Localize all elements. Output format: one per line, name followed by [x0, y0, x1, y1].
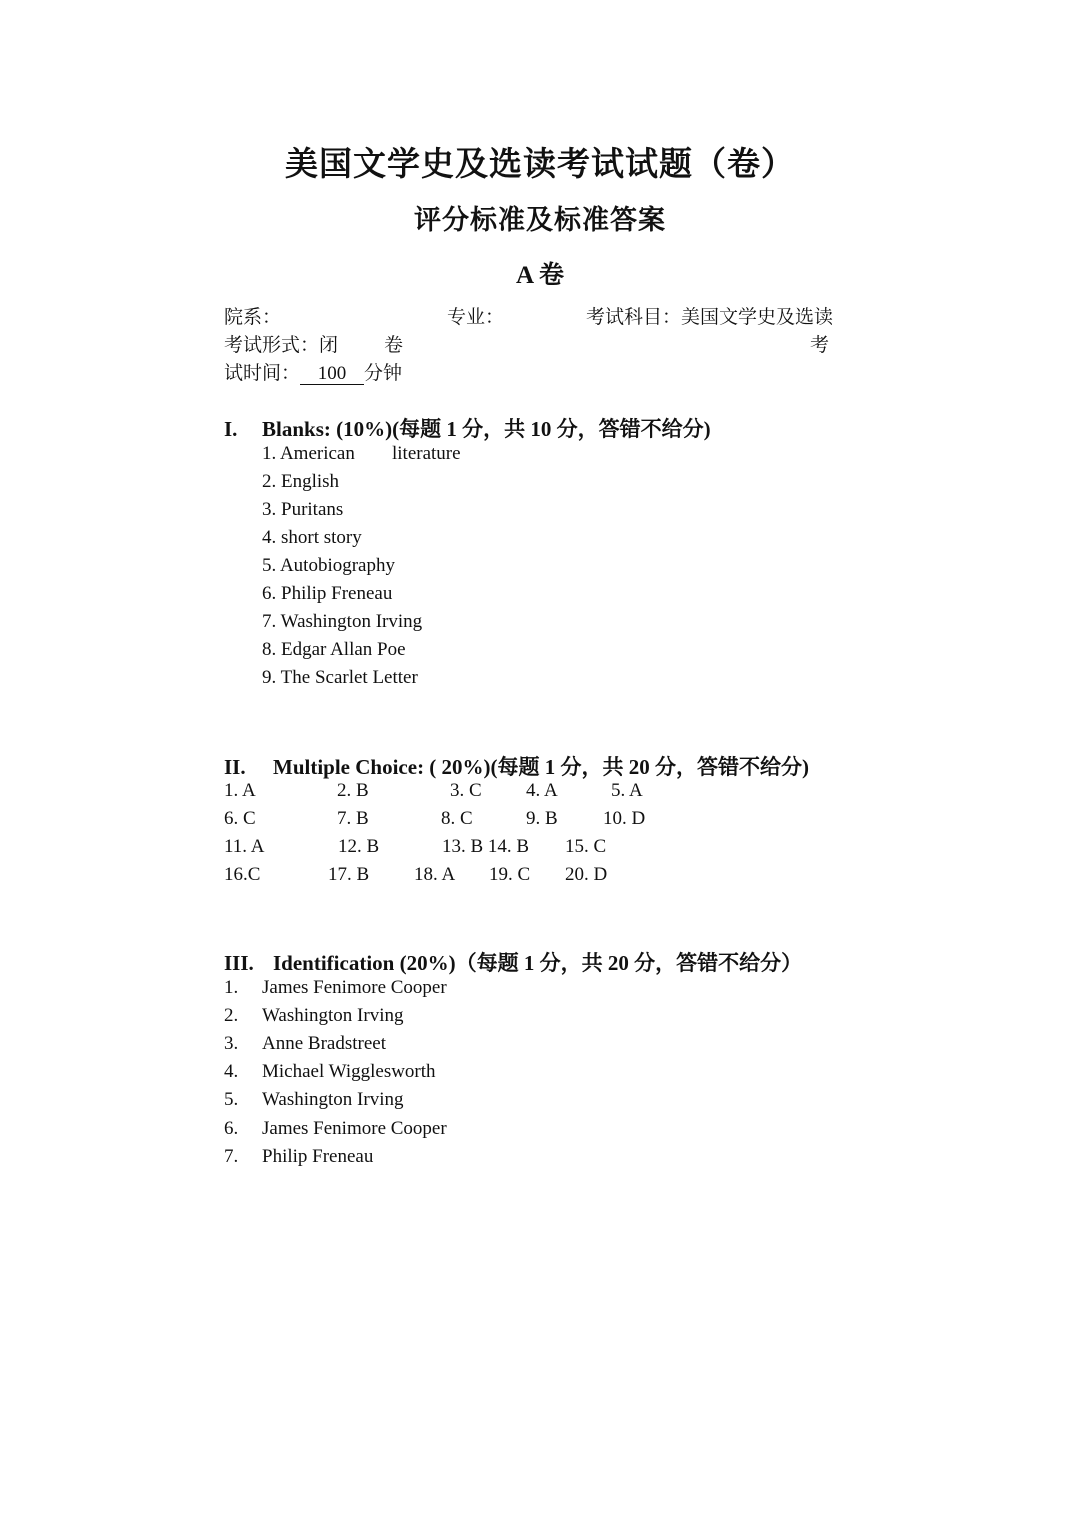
identification-number: 6. [224, 1118, 239, 1139]
identification-answer: Anne Bradstreet [262, 1033, 386, 1054]
exam-form-label: 考试形式：闭 [224, 335, 339, 356]
identification-number: 5. [224, 1089, 239, 1110]
exam-kao: 考 [810, 335, 830, 356]
choice-answer: 17. B [328, 864, 370, 885]
section-3-number: III. [224, 951, 254, 975]
choice-answer: 9. B [526, 808, 558, 829]
identification-number: 4. [224, 1061, 239, 1082]
section-3-heading [224, 947, 802, 977]
choice-answer: 13. B 14. B [442, 836, 530, 857]
choice-answer: 18. A [414, 864, 456, 885]
identification-number: 1. [224, 977, 239, 998]
identification-answer: Philip Freneau [262, 1146, 374, 1167]
blank-answer: 1. American [262, 443, 355, 464]
section-2-title: Multiple Choice: ( 20%)(每题 1 分，共 20 分，答错不给分) [273, 755, 810, 779]
section-2-number: II. [224, 755, 246, 779]
choice-answer: 7. B [337, 808, 369, 829]
choice-answer: 8. C [441, 808, 473, 829]
choice-answer: 10. D [603, 808, 646, 829]
blank-answer: 6. Philip Freneau [262, 583, 393, 604]
major-label: 专业： [447, 307, 505, 328]
choice-answer: 11. A [224, 836, 265, 857]
exam-form-value: 卷 [384, 335, 404, 356]
identification-number: 7. [224, 1146, 239, 1167]
choice-answer: 1. A [224, 780, 256, 801]
blank-answer: 9. The Scarlet Letter [262, 667, 418, 688]
identification-number: 2. [224, 1005, 239, 1026]
blank-answer: 4. short story [262, 527, 362, 548]
identification-answer: Michael Wigglesworth [262, 1061, 436, 1082]
section-1-number: I. [224, 417, 238, 441]
choice-answer: 12. B [338, 836, 380, 857]
blank-answer: 3. Puritans [262, 499, 344, 520]
page-title: 美国文学史及选读考试试题（卷） [285, 147, 795, 183]
exam-time-unit: 分钟 [364, 363, 403, 384]
blank-answer: 8. Edgar Allan Poe [262, 639, 406, 660]
blank-answer: 5. Autobiography [262, 555, 395, 576]
choice-answer: 5. A [611, 780, 643, 801]
choice-answer: 4. A [526, 780, 558, 801]
exam-time-label: 试时间： [224, 363, 301, 384]
section-2-heading [224, 751, 809, 781]
choice-answer: 2. B [337, 780, 369, 801]
choice-answer: 6. C [224, 808, 256, 829]
identification-number: 3. [224, 1033, 239, 1054]
blank-answer: 2. English [262, 471, 340, 492]
exam-time [224, 358, 402, 385]
identification-answer: James Fenimore Cooper [262, 977, 447, 998]
choice-answer: 19. C [489, 864, 531, 885]
department-label: 院系： [224, 307, 282, 328]
page-subtitle: 评分标准及标准答案 [414, 205, 666, 235]
section-1-title: Blanks: (10%)(每题 1 分，共 10 分，答错不给分) [262, 417, 711, 441]
identification-answer: Washington Irving [262, 1005, 404, 1026]
blank-answer: 7. Washington Irving [262, 611, 423, 632]
choice-answer: 20. D [565, 864, 608, 885]
choice-answer: 3. C [450, 780, 482, 801]
subject-label: 考试科目：美国文学史及选读 [586, 307, 834, 328]
section-1-heading [224, 413, 711, 443]
exam-time-value: 100 [300, 364, 364, 385]
paper-label: A 卷 [516, 262, 564, 289]
identification-answer: Washington Irving [262, 1089, 404, 1110]
blank-answer: literature [392, 443, 461, 464]
section-3-title: Identification (20%)（每题 1 分，共 20 分，答错不给分） [273, 951, 803, 975]
identification-answer: James Fenimore Cooper [262, 1118, 447, 1139]
choice-answer: 15. C [565, 836, 607, 857]
choice-answer: 16.C [224, 864, 261, 885]
